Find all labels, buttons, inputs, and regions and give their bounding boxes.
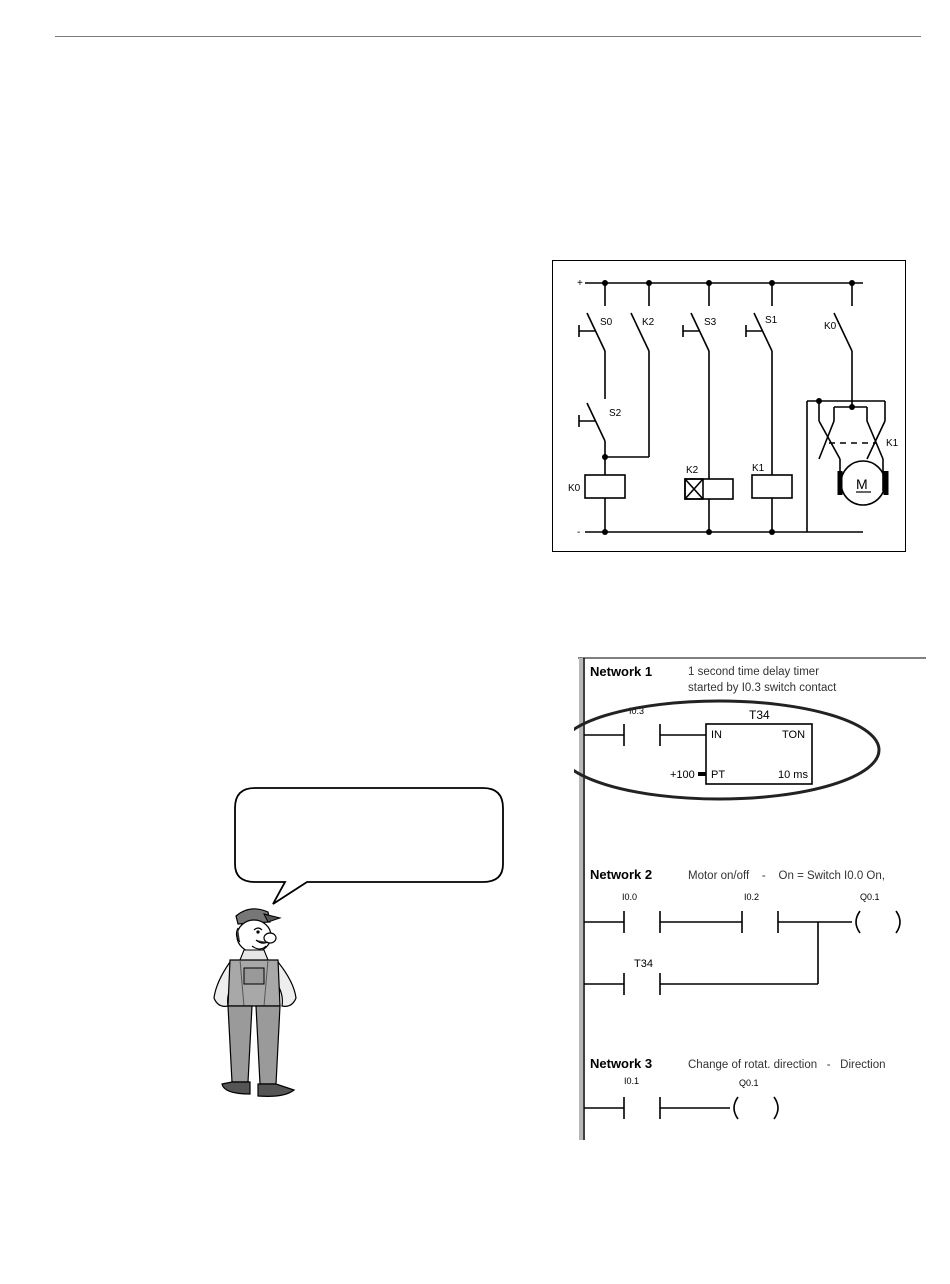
s0-label: S0 xyxy=(600,317,613,328)
network3-coil xyxy=(734,1097,778,1119)
reversing-contact-1 xyxy=(819,421,840,459)
network3-coil-label: Q0.1 xyxy=(739,1078,759,1088)
contact-k0 xyxy=(834,313,852,351)
coil-k0-rect xyxy=(585,475,625,498)
s2-label: S2 xyxy=(609,408,622,419)
network3-contact-label: I0.1 xyxy=(624,1076,640,1086)
relay-wiring-diagram xyxy=(552,260,906,552)
plus-label: + xyxy=(577,278,583,289)
timer-timebase-label: 10 ms xyxy=(778,769,808,781)
network2-coil xyxy=(856,911,900,933)
s1-label: S1 xyxy=(765,315,778,326)
k0-coil-label: K0 xyxy=(568,483,581,494)
timer-type-label: TON xyxy=(782,729,806,741)
network1-title: Network 1 xyxy=(590,664,653,679)
k0-contact-label: K0 xyxy=(824,321,837,332)
network2-contact1-label: I0.0 xyxy=(622,892,638,902)
switch-s2 xyxy=(587,403,605,441)
network1-comment-line2: started by I0.3 switch contact xyxy=(688,682,837,694)
network2-comment: Motor on/off - On = Switch I0.0 On, xyxy=(688,870,885,882)
network2-title: Network 2 xyxy=(590,867,653,882)
coil-k2-rect xyxy=(685,479,733,499)
k2-contact-label: K2 xyxy=(642,317,655,328)
coil-k1-rect xyxy=(752,475,792,498)
network1-comment-line1: 1 second time delay timer xyxy=(688,666,820,678)
network3-title: Network 3 xyxy=(590,1056,653,1071)
network2-parallel-contact-label: T34 xyxy=(634,958,653,970)
k2-coil-label: K2 xyxy=(686,465,699,476)
timer-in-label: IN xyxy=(711,729,722,741)
speech-bubble xyxy=(225,786,515,910)
k1-contact-label: K1 xyxy=(886,438,899,449)
timer-pt-label: PT xyxy=(711,769,726,781)
k1-coil-label: K1 xyxy=(752,463,765,474)
motor-label: M xyxy=(856,476,868,492)
network2-contact2-label: I0.2 xyxy=(744,892,760,902)
network3-comment: Change of rotat. direction - Direction xyxy=(688,1059,886,1071)
minus-label: - xyxy=(577,527,581,538)
timer-preset-label: +100 xyxy=(670,769,695,781)
timer-name-label: T34 xyxy=(749,708,770,722)
worker-character-illustration xyxy=(198,902,308,1102)
network2-coil-label: Q0.1 xyxy=(860,892,880,902)
s3-label: S3 xyxy=(704,317,717,328)
header-rule xyxy=(55,36,921,37)
network1-contact-label: I0.3 xyxy=(629,706,645,716)
ladder-diagram-panel xyxy=(574,652,926,1140)
